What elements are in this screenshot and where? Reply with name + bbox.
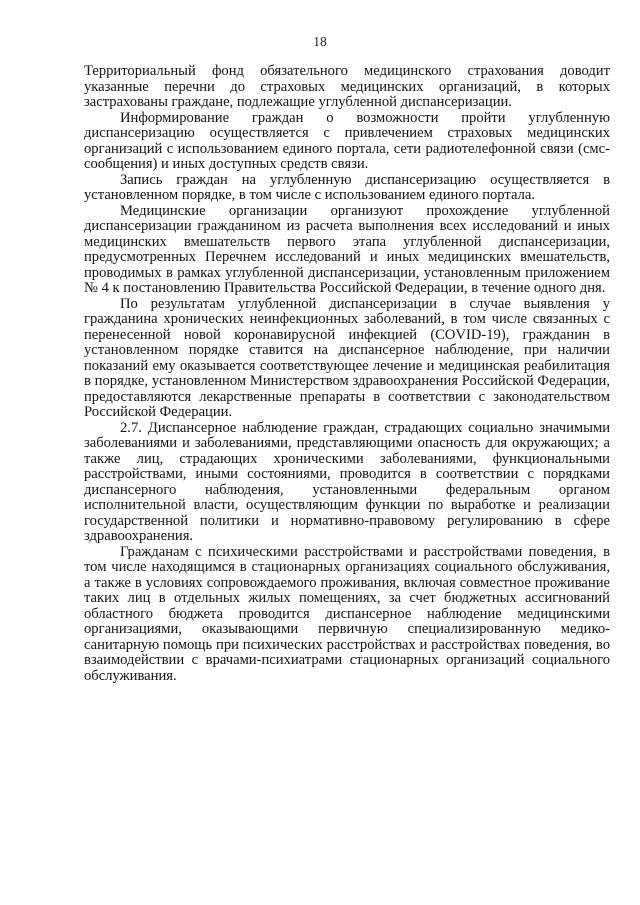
document-body: [84, 64, 610, 684]
paragraph-one-day-examination: Медицинские организации организуют прохождение углубленной диспансеризации гражданином из расчета выполнения всех исследований и иных медицинских вмешательств первого этапа углубленной диспансеризации, предусмотренных Перечнем исследований и иных медицинских вмешательств, проводимых в рамках углубленной диспансеризации, установленным приложением № 4 к постановлению Правительства Российской Федерации, в течение одного дня.: [84, 202, 610, 296]
paragraph-mental-disorders: Гражданам с психическими расстройствами и расстройствами поведения, в том числе находящимся в стационарных организациях социального обслуживания, а также в условиях сопровождаемого проживания, включая совместное проживание таких лиц в отдельных жилых помещениях, за счет бюджетных ассигнований областного бюджета проводится диспансерное наблюдение медицинскими организациями, оказывающими первичную специализированную медико-санитарную помощь при психических расстройствах и расстройствах поведения, во взаимодействии с врачами-психиатрами стационарных организаций социального обслуживания.: [84, 543, 610, 684]
paragraph-informing-citizens: Информирование граждан о возможности пройти углубленную диспансеризацию осуществляется с привлечением страховых медицинских организаций с использованием единого портала, сети радиотелефонной связи (смс-сообщения) и иных доступных средств связи.: [84, 109, 610, 172]
paragraph-results-follow-up: По результатам углубленной диспансеризации в случае выявления у гражданина хронических неинфекционных заболеваний, в том числе связанных с перенесенной новой коронавирусной инфекцией (COVID-19), гражданин в установленном порядке ставится на диспансерное наблюдение, при наличии показаний ему оказывается соответствующее лечение и медицинская реабилитация в порядке, установленном Министерством здравоохранения Российской Федерации, предоставляются лекарственные препараты в соответствии с законодательством Российской Федерации.: [84, 295, 610, 420]
page-number: 18: [313, 34, 327, 49]
paragraph-section-2-7: 2.7. Диспансерное наблюдение граждан, страдающих социально значимыми заболеваниями и заболеваниями, представляющими опасность для окружающих; а также лиц, страдающих хроническими заболеваниями, функциональными расстройствами, иными состояниями, проводится в соответствии с порядками диспансерного наблюдения, установленными федеральным органом исполнительной власти, осуществляющим функции по выработке и реализации государственной политики и нормативно-правовому регулированию в сфере здравоохранения.: [84, 419, 610, 544]
paragraph-insurance-lists: Территориальный фонд обязательного медицинского страхования доводит указанные перечни до страховых медицинских организаций, в которых застрахованы граждане, подлежащие углубленной диспансеризации.: [84, 63, 610, 110]
paragraph-registration: Запись граждан на углубленную диспансеризацию осуществляется в установленном порядке, в том числе с использованием единого портала.: [84, 171, 610, 203]
